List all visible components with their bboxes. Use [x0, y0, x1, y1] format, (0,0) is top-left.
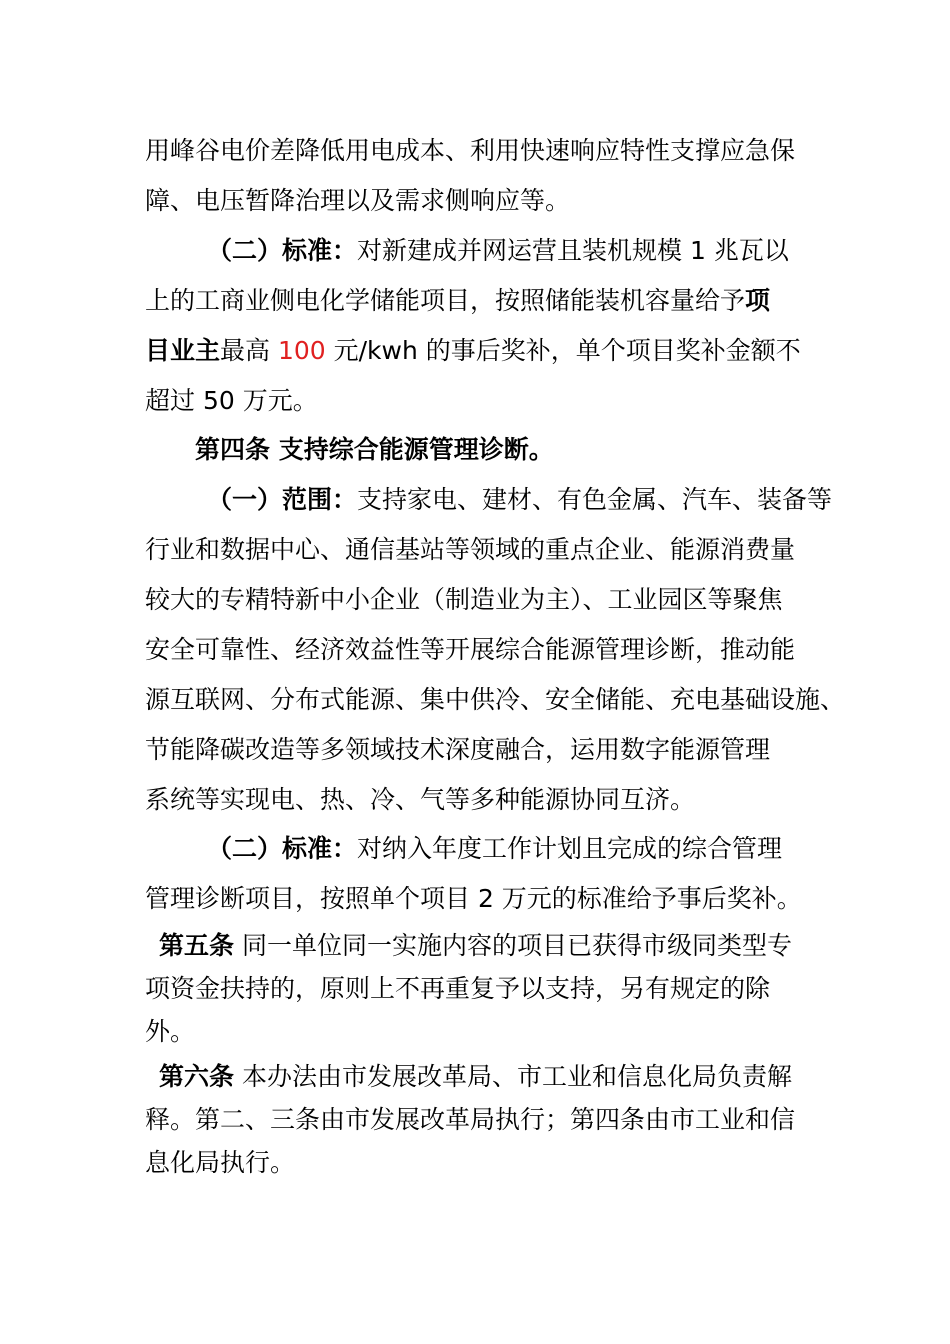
text-line: 释。第二、三条由市发展改革局执行；第四条由市工业和信: [145, 1105, 796, 1134]
article-four-title: [145, 425, 810, 475]
paragraph-scope-continuation: [145, 126, 810, 226]
bold-text: 项: [745, 286, 771, 315]
text-line: 项资金扶持的，原则上不再重复予以支持，另有规定的除: [145, 974, 771, 1003]
text-line: 管理诊断项目，按照单个项目 2 万元的标准给予事后奖补。: [145, 884, 802, 913]
bold-text: 目业主: [145, 336, 221, 365]
text-line: [145, 326, 810, 376]
text-line: [145, 824, 810, 874]
text-segment: 本办法由市发展改革局、市工业和信息化局负责解: [234, 1062, 792, 1091]
standard-heading: （二）标准：: [207, 236, 358, 265]
standard-heading: （二）标准：: [207, 834, 358, 863]
text-line: 较大的专精特新中小企业（制造业为主）、工业园区等聚焦: [145, 585, 783, 614]
text-line: [145, 226, 810, 276]
text-line: 外。: [145, 1017, 196, 1046]
highlighted-amount: 100: [277, 336, 326, 365]
paragraph-diagnosis-standard: [145, 824, 810, 924]
article-five: [145, 924, 810, 1053]
text-segment: 元/kwh 的事后奖补，单个项目奖补金额不: [325, 336, 801, 365]
text-line: [145, 1055, 810, 1098]
text-line: 行业和数据中心、通信基站等领域的重点企业、能源消费量: [145, 535, 796, 564]
text-line: [145, 475, 833, 525]
scope-heading: （一）范围：: [207, 485, 358, 514]
text-segment: 最高: [220, 336, 278, 365]
text-line: 超过 50 万元。: [145, 386, 318, 415]
text-segment: 同一单位同一实施内容的项目已获得市级同类型专: [234, 931, 792, 960]
article-heading: 第六条: [159, 1062, 235, 1091]
paragraph-diagnosis-scope: [145, 475, 846, 825]
text-line: 息化局执行。: [145, 1148, 296, 1177]
text-line: 源互联网、分布式能源、集中供冷、安全储能、充电基础设施、: [145, 685, 846, 714]
article-heading: 第五条: [159, 931, 235, 960]
text-line: [145, 276, 810, 326]
text-segment: 上的工商业侧电化学储能项目，按照储能装机容量给予: [145, 286, 746, 315]
text-line: 障、电压暂降治理以及需求侧响应等。: [145, 186, 571, 215]
text-segment: 支持家电、建材、有色金属、汽车、装备等: [357, 485, 833, 514]
paragraph-storage-standard: [145, 226, 810, 426]
text-line: 系统等实现电、热、冷、气等多种能源协同互济。: [145, 785, 696, 814]
text-line: 安全可靠性、经济效益性等开展综合能源管理诊断，推动能: [145, 635, 796, 664]
text-line: 节能降碳改造等多领域技术深度融合，运用数字能源管理: [145, 735, 771, 764]
text-segment: 对新建成并网运营且装机规模 1 兆瓦以: [357, 236, 789, 265]
article-title: 第四条 支持综合能源管理诊断。: [195, 435, 554, 464]
text-line: 用峰谷电价差降低用电成本、利用快速响应特性支撑应急保: [145, 136, 796, 165]
text-segment: 对纳入年度工作计划且完成的综合管理: [357, 834, 783, 863]
article-six: [145, 1055, 810, 1184]
text-line: [145, 924, 810, 967]
